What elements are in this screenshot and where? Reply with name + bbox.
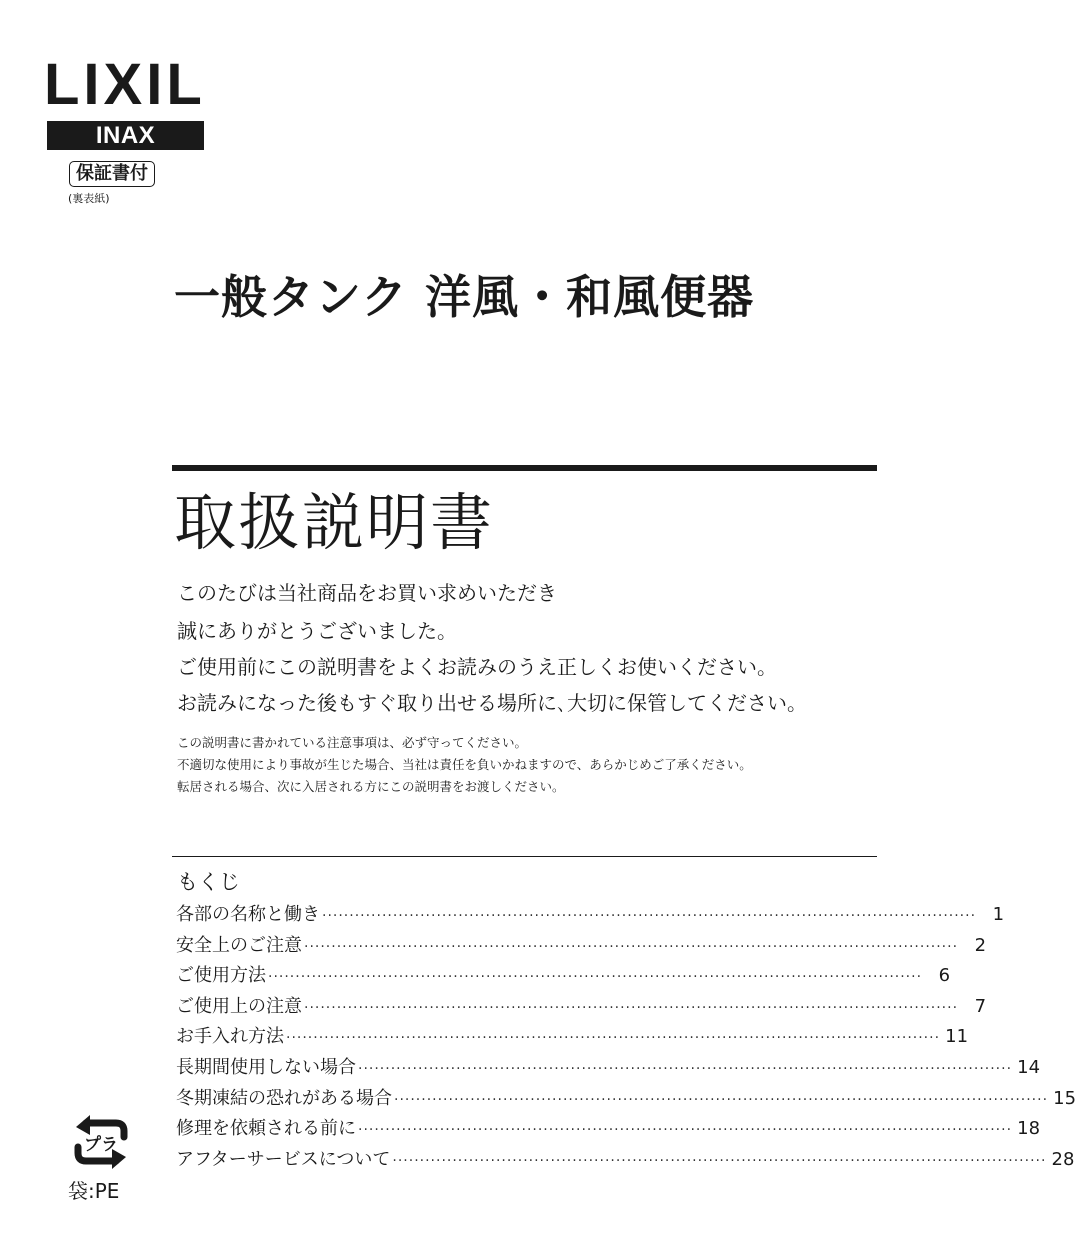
toc-item-page: 15 [1053,1087,1076,1109]
logo-text: LIXIL [44,52,206,117]
toc-item-label: 修理を依頼される前に [176,1118,356,1140]
toc-leader-dots: ························································································································ [322,908,977,924]
toc-item [176,1053,1041,1084]
intro-line: このたびは当社商品をお買い求めいただき [177,581,557,605]
toc-item-label: 安全上のご注意 [176,934,302,956]
lixil-logo [44,52,206,117]
toc-item [176,1084,1076,1115]
sub-brand-bar: INAX [47,121,204,150]
product-title: 一般タンク 洋風・和風便器 [174,270,755,324]
material-label: 袋:PE [68,1179,120,1203]
toc-item-label: ご使用方法 [176,965,266,987]
toc-item-page: 6 [938,965,951,987]
toc-item-page: 11 [945,1026,969,1048]
toc-item-label: アフターサービスについて [176,1148,391,1170]
toc-leader-dots: ························································································································ [392,1152,1047,1169]
toc-heading: もくじ [177,870,240,894]
toc-leader-dots: ························································································································ [394,1091,1049,1108]
title-divider [172,465,877,471]
notice-line: 不適切な使用により事故が生じた場合、当社は責任を負いかねますので、あらかじめご了承ください。 [177,757,752,772]
toc-item [176,1114,1041,1145]
toc-item-label: 冬期凍結の恐れがある場合 [176,1087,392,1109]
toc-item-label: ご使用上の注意 [176,995,302,1017]
manual-title: 取扱説明書 [174,486,495,559]
toc-item [176,961,951,992]
toc-item-label: 各部の名称と働き [176,904,320,925]
toc-item-page: 1 [992,904,1005,925]
notice-line: 転居される場合、次に入居される方にこの説明書をお渡しください。 [177,779,565,794]
toc-item-page: 7 [974,995,987,1017]
table-of-contents [176,900,1076,1175]
toc-item-label: 長期間使用しない場合 [176,1056,356,1078]
warranty-note: (裏表紙) [68,192,110,205]
toc-leader-dots: ························································································································ [286,1030,941,1047]
warranty-badge: 保証書付 [69,161,155,187]
intro-line: ご使用前にこの説明書をよくお読みのうえ正しくお使いください。 [177,655,777,679]
toc-leader-dots: ························································································································ [304,938,959,955]
toc-leader-dots: ························································································································ [268,969,923,986]
plastic-recycle-icon [72,1113,130,1171]
intro-line: 誠にありがとうございました。 [177,619,457,643]
toc-item [176,931,987,962]
toc-leader-dots: ························································································································ [304,999,959,1016]
toc-item [176,900,1005,931]
toc-item-page: 2 [974,934,987,956]
toc-divider [172,856,877,857]
toc-item [176,992,987,1023]
toc-leader-dots: ························································································································ [358,1122,1013,1139]
toc-leader-dots: ························································································································ [358,1060,1013,1077]
intro-line: お読みになった後もすぐ取り出せる場所に､大切に保管してください。 [177,691,807,715]
toc-item-page: 14 [1017,1056,1041,1078]
toc-item-label: お手入れ方法 [176,1026,284,1048]
toc-item-page: 18 [1017,1118,1041,1140]
notice-line: この説明書に書かれている注意事項は、必ず守ってください。 [177,735,528,750]
toc-item-page: 28 [1051,1148,1075,1170]
toc-item [176,1022,969,1053]
recycle-mark-text: プラ [84,1135,118,1155]
toc-item [176,1145,1075,1176]
